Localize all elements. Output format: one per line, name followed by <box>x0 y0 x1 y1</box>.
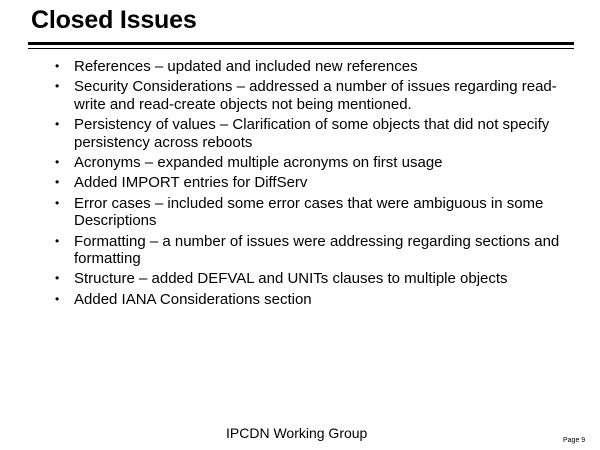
bullet-marker: • <box>55 291 60 306</box>
bullet-marker: • <box>55 155 60 170</box>
bullet-item <box>50 58 560 75</box>
page-number: Page 9 <box>563 437 586 444</box>
bullet-item <box>50 270 560 287</box>
bullet-item <box>50 154 560 171</box>
bullet-item <box>50 174 560 191</box>
bullet-text: Security Considerations – addressed a number of issues regarding read-write and read-create objects not being mentioned. <box>74 78 557 113</box>
bullet-text: References – updated and included new references <box>74 58 418 75</box>
bullet-text: Structure – added DEFVAL and UNITs clauses to multiple objects <box>74 270 508 288</box>
bullet-text: Error cases – included some error cases that were ambiguous in some Descriptions <box>74 194 544 230</box>
bullet-item <box>50 291 560 308</box>
bullet-marker: • <box>55 117 60 132</box>
footer-text: IPCDN Working Group <box>226 425 368 441</box>
bullet-item <box>50 233 560 268</box>
slide-title: Closed Issues <box>31 6 197 34</box>
bullet-text: Persistency of values – Clarification of some objects that did not specify persistency across reboots <box>74 116 550 151</box>
bullet-text: Formatting – a number of issues were addressing regarding sections and formatting <box>74 232 560 268</box>
bullet-list <box>50 58 560 311</box>
bullet-text: Added IANA Considerations section <box>74 290 312 308</box>
bullet-marker: • <box>55 195 60 210</box>
title-underline-thick <box>28 42 574 45</box>
bullet-marker: • <box>55 271 60 286</box>
bullet-item <box>50 78 560 113</box>
bullet-marker: • <box>55 175 60 190</box>
title-underline-thin <box>28 48 574 49</box>
bullet-marker: • <box>55 79 60 94</box>
bullet-marker: • <box>55 233 60 248</box>
bullet-marker: • <box>55 59 60 73</box>
bullet-text: Acronyms – expanded multiple acronyms on first usage <box>74 154 443 172</box>
bullet-text: Added IMPORT entries for DiffServ <box>74 174 308 192</box>
bullet-item <box>50 116 560 151</box>
bullet-item <box>50 195 560 230</box>
